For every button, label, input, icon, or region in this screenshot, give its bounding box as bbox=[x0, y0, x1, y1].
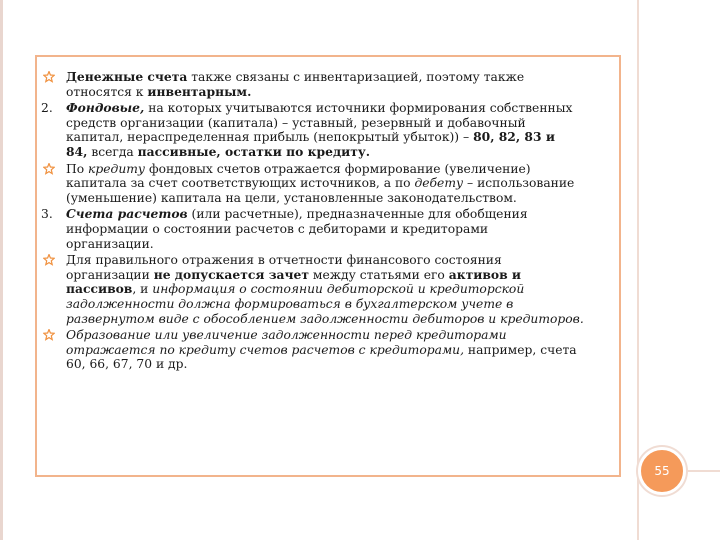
paragraph-settlement-accounts: 3. Счета расчетов (или расчетные), предназначенные для обобщения информации о состоянии расчетов с дебиторами и кредиторами организации. bbox=[41, 206, 528, 251]
left-edge-decoration bbox=[0, 0, 3, 540]
slide-text bbox=[40, 70, 618, 374]
item-number: 3. bbox=[41, 207, 53, 222]
term-settlement-accounts: Счета расчетов bbox=[66, 206, 188, 222]
term-fund-accounts: Фондовые, bbox=[66, 100, 145, 116]
page-number: 55 bbox=[654, 464, 670, 478]
bullet-icon bbox=[43, 329, 55, 341]
bullet-icon bbox=[43, 163, 55, 175]
term-cash-accounts: Денежные счета bbox=[66, 69, 188, 84]
paragraph-fund-credit-debit: По кредиту фондовых счетов отражается формирование (увеличение) капитала за счет соответствующих источников, а по дебету – использование (уменьшение) капитала на цели, установленные законодательством. bbox=[40, 162, 618, 206]
paragraph-creditors-debt: Образование или увеличение задолженности перед кредиторами отражается по кредиту счетов расчетов с кредиторами, например, счета 60, 66, 67, 70 и др. bbox=[40, 328, 618, 372]
bullet-icon bbox=[43, 254, 55, 266]
paragraph-fund-accounts: 2. Фондовые, на которых учитываются источники формирования собственных средств организации (капитала) – уставный, резервный и добавочный капитал, нераспределенная прибыль (непокрытый убыток)) – 80, 82, 83 и 84, всегда пассивные, остатки по кредиту. bbox=[41, 100, 573, 159]
page-number-badge bbox=[638, 447, 686, 495]
item-number: 2. bbox=[41, 101, 53, 116]
bullet-icon bbox=[43, 71, 55, 83]
paragraph-no-offset: Для правильного отражения в отчетности финансового состояния организации не допускается зачет между статьями его активов и пассивов, и информация о состоянии дебиторской и кредиторской задолженности должна формироваться в бухгалтерском учете в развернутом виде с обособлением задолженности дебиторов и кредиторов. bbox=[40, 253, 618, 326]
vertical-rule bbox=[637, 0, 639, 540]
paragraph-cash-accounts: Денежные счета также связаны с инвентаризацией, поэтому также относятся к инвентарным. bbox=[40, 70, 618, 99]
